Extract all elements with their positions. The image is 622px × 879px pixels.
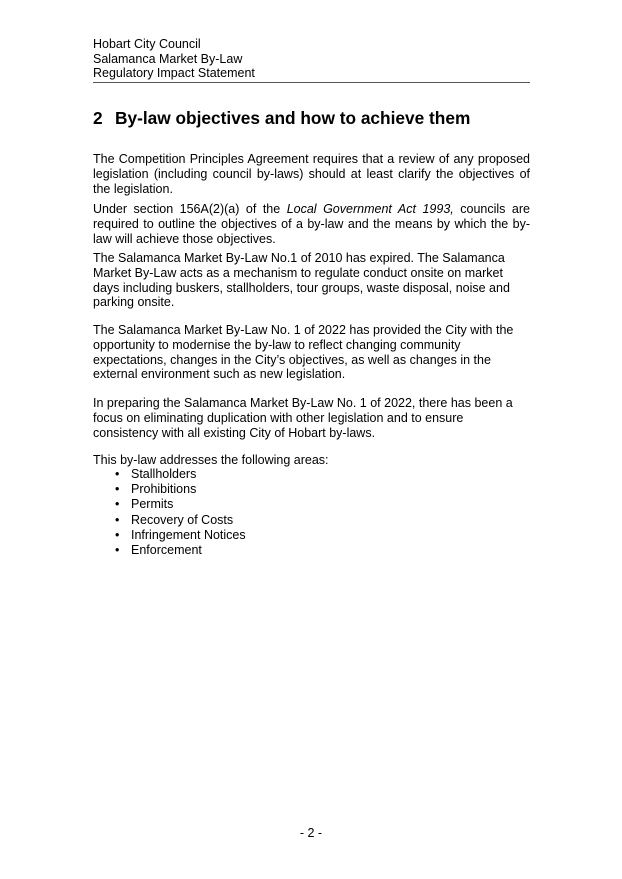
page-header	[93, 37, 530, 83]
paragraph-bylaw-expired: The Salamanca Market By-Law No.1 of 2010 has expired. The Salamanca Market By-Law acts as a mechanism to regulate conduct onsite on market days including buskers, stallholders, tour groups, waste disposal, noise and parking onsite.	[93, 251, 510, 310]
paragraph-section-156a	[93, 202, 530, 246]
paragraph-duplication: In preparing the Salamanca Market By-Law No. 1 of 2022, there has been a focus on eliminating duplication with other legislation and to ensure consistency with all existing City of Hobart by-laws.	[93, 396, 513, 440]
list-item: • Prohibitions	[115, 482, 197, 497]
header-organisation: Hobart City Council	[93, 37, 201, 51]
section-number: 2	[93, 108, 103, 128]
list-item: • Enforcement	[115, 543, 202, 558]
list-item: • Stallholders	[115, 467, 197, 481]
page-number: - 2 -	[299, 826, 323, 840]
list-item: • Infringement Notices	[115, 527, 246, 542]
section-title: By-law objectives and how to achieve them	[115, 108, 471, 128]
bullet-icon: •	[115, 543, 120, 558]
paragraph-competition-principles: The Competition Principles Agreement requires that a review of any proposed legislation (including council by-laws) should at least clarify the objectives of the legislation.	[93, 152, 530, 196]
paragraph-section-156a-start: Under section 156A(2)(a) of the	[93, 202, 287, 216]
list-item: • Permits	[115, 497, 174, 512]
areas-list	[93, 467, 246, 558]
list-item: • Recovery of Costs	[115, 512, 234, 527]
bullet-icon: •	[115, 512, 120, 527]
header-bylaw-name: Salamanca Market By-Law	[93, 51, 243, 66]
section-heading	[93, 107, 470, 129]
bullet-icon: •	[115, 497, 120, 512]
act-name: Local Government Act 1993,	[286, 202, 454, 216]
bullet-icon: •	[115, 467, 120, 481]
paragraph-section-156a-end: councils are required to outline the objectives of a by-law and the means by which the by-law will achieve those objectives.	[93, 202, 530, 246]
header-document-type: Regulatory Impact Statement	[93, 66, 255, 81]
bullet-icon: •	[115, 527, 120, 542]
paragraph-modernise: The Salamanca Market By-Law No. 1 of 2022 has provided the City with the opportunity to modernise the by-law to reflect changing community expectations, changes in the City’s objectives, as well as changes in the external environment such as new legislation.	[93, 323, 514, 382]
paragraph-areas-intro: This by-law addresses the following areas:	[93, 453, 329, 467]
bullet-icon: •	[115, 482, 120, 497]
